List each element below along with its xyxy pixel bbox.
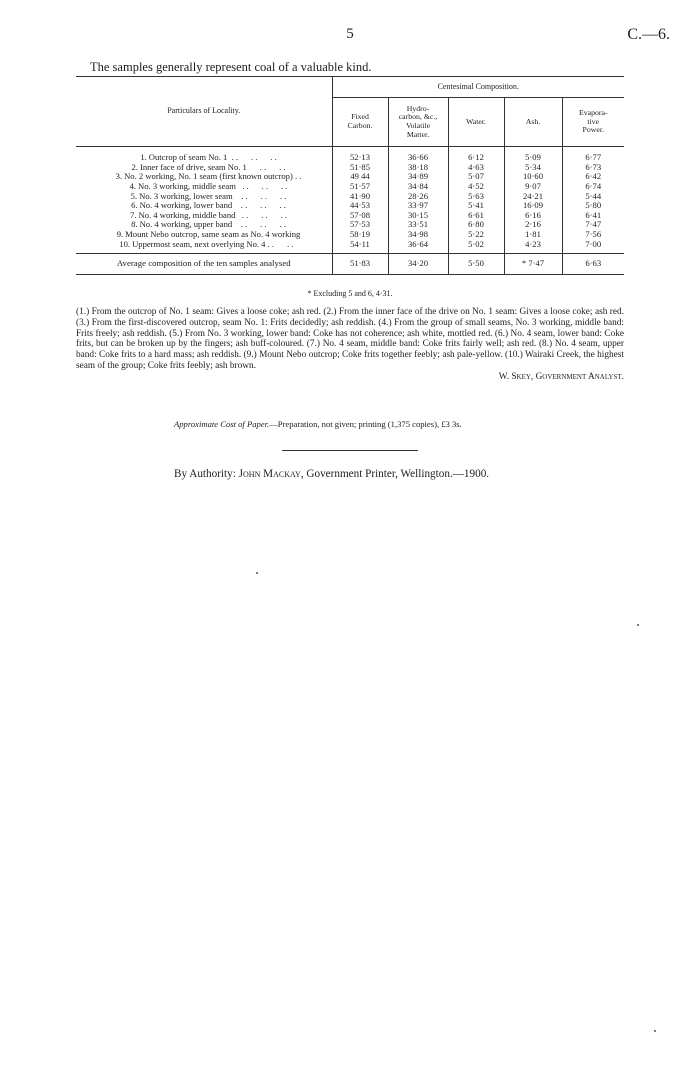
cost-of-paper bbox=[174, 419, 462, 429]
value-cell: 30·15 bbox=[388, 211, 448, 221]
row-number: 3. bbox=[115, 172, 123, 182]
value-cell: 6·77 bbox=[562, 147, 624, 163]
value-cell: 1·81 bbox=[504, 230, 562, 240]
average-value: * 7·47 bbox=[504, 254, 562, 275]
analyst-signature: W. Skey, Government Analyst. bbox=[498, 371, 624, 382]
column-header bbox=[388, 98, 448, 147]
column-header-line: carbon, &c., bbox=[398, 112, 438, 122]
value-cell: 6·42 bbox=[562, 172, 624, 182]
value-cell: 4·23 bbox=[504, 240, 562, 254]
table-row bbox=[76, 240, 624, 254]
locality-cell bbox=[76, 230, 332, 240]
column-header-line: Volatile bbox=[405, 121, 431, 130]
value-cell: 7·00 bbox=[562, 240, 624, 254]
value-cell: 36·66 bbox=[388, 147, 448, 163]
locality-cell bbox=[76, 192, 332, 202]
value-cell: 6·73 bbox=[562, 163, 624, 173]
value-cell: 34·98 bbox=[388, 230, 448, 240]
cost-label: Approximate Cost of Paper. bbox=[174, 419, 270, 429]
average-label: Average composition of the ten samples analysed bbox=[76, 254, 332, 275]
value-cell: 51·57 bbox=[332, 182, 388, 192]
intro-text: The samples generally represent coal of a valuable kind. bbox=[90, 60, 372, 74]
value-cell: 16·09 bbox=[504, 201, 562, 211]
leader-dots: . . . . . . bbox=[235, 210, 287, 220]
print-speck bbox=[637, 624, 639, 626]
column-header-line: Fixed bbox=[351, 112, 369, 122]
column-header-line: Evapora- bbox=[578, 107, 608, 117]
locality-name: Mount Nebo outcrop, same seam as No. 4 working bbox=[125, 230, 301, 239]
row-number: 6. bbox=[131, 201, 138, 211]
value-cell: 4·63 bbox=[448, 163, 504, 173]
locality-cell bbox=[76, 201, 332, 211]
row-number: 4. bbox=[129, 181, 137, 191]
locality-cell bbox=[76, 211, 332, 221]
locality-name: Uppermost seam, next overlying No. 4 . . bbox=[132, 239, 275, 249]
locality-cell bbox=[76, 163, 332, 173]
average-value: 51·83 bbox=[332, 254, 388, 275]
locality-cell bbox=[76, 147, 332, 163]
printer-imprint: By Authority: John Mackay, Government Printer, Wellington.—1900. bbox=[174, 468, 490, 480]
column-header-line: Water. bbox=[466, 116, 486, 126]
value-cell: 6·41 bbox=[562, 211, 624, 221]
value-cell: 33·97 bbox=[388, 201, 448, 211]
value-cell: 5·22 bbox=[448, 230, 504, 240]
value-cell: 5·44 bbox=[562, 192, 624, 202]
locality-name: No. 4 working, lower band bbox=[139, 201, 233, 211]
leader-dots: . . bbox=[274, 239, 294, 249]
value-cell: 10·60 bbox=[504, 172, 562, 182]
locality-name: No. 2 working, No. 1 seam (first known outcrop) bbox=[124, 172, 293, 182]
printer-name: John Mackay bbox=[238, 468, 301, 480]
column-header bbox=[504, 98, 562, 147]
locality-name: Inner face of drive, seam No. 1 bbox=[139, 162, 247, 172]
value-cell: 49 44 bbox=[332, 172, 388, 182]
locality-cell bbox=[76, 220, 332, 230]
value-cell: 36·64 bbox=[388, 240, 448, 254]
page-number: 5 bbox=[346, 26, 354, 42]
value-cell: 24·21 bbox=[504, 192, 562, 202]
locality-name: Outcrop of seam No. 1 bbox=[148, 152, 228, 162]
value-cell: 7·47 bbox=[562, 220, 624, 230]
value-cell: 34·89 bbox=[388, 172, 448, 182]
sample-notes bbox=[76, 307, 624, 382]
value-cell: 9·07 bbox=[504, 182, 562, 192]
column-header bbox=[562, 98, 624, 147]
value-cell: 41·90 bbox=[332, 192, 388, 202]
value-cell: 5·80 bbox=[562, 201, 624, 211]
locality-column-header: Particulars of Locality. bbox=[76, 77, 332, 147]
value-cell: 6·12 bbox=[448, 147, 504, 163]
value-cell: 4·52 bbox=[448, 182, 504, 192]
locality-name: No. 3 working, middle seam bbox=[138, 181, 236, 191]
value-cell: 6·61 bbox=[448, 211, 504, 221]
row-number: 7. bbox=[130, 210, 137, 220]
column-header-line: tive bbox=[587, 116, 600, 126]
value-cell: 57·53 bbox=[332, 220, 388, 230]
column-header-line: Ash. bbox=[525, 116, 541, 126]
column-header-line: Carbon. bbox=[347, 121, 373, 130]
value-cell: 6·80 bbox=[448, 220, 504, 230]
value-cell: 34·84 bbox=[388, 182, 448, 192]
cost-text: —Preparation, not given; printing (1,375 copies), £3 3s. bbox=[269, 419, 462, 429]
document-reference: C.—6. bbox=[627, 26, 670, 43]
table-row bbox=[76, 147, 624, 163]
value-cell: 44·53 bbox=[332, 201, 388, 211]
print-speck bbox=[256, 572, 258, 574]
average-value: 34·20 bbox=[388, 254, 448, 275]
row-number: 5. bbox=[130, 191, 138, 201]
value-cell: 54·11 bbox=[332, 240, 388, 254]
value-cell: 5·02 bbox=[448, 240, 504, 254]
coal-analysis-table bbox=[76, 76, 624, 275]
leader-dots: . . . . . . bbox=[232, 220, 286, 230]
value-cell: 6·74 bbox=[562, 182, 624, 192]
locality-name: No. 3 working, lower seam bbox=[139, 191, 233, 201]
value-cell: 5·34 bbox=[504, 163, 562, 173]
value-cell: 2·16 bbox=[504, 220, 562, 230]
value-cell: 28·26 bbox=[388, 192, 448, 202]
value-cell: 52·13 bbox=[332, 147, 388, 163]
value-cell: 58·19 bbox=[332, 230, 388, 240]
row-number: 8. bbox=[131, 220, 138, 230]
leader-dots: . . . . . . bbox=[232, 191, 287, 201]
column-header bbox=[332, 98, 388, 147]
table-footnote: * Excluding 5 and 6, 4·31. bbox=[307, 289, 393, 298]
value-cell: 7·56 bbox=[562, 230, 624, 240]
leader-dots: . . . . . . bbox=[227, 152, 277, 162]
value-cell: 57·08 bbox=[332, 211, 388, 221]
value-cell: 33·51 bbox=[388, 220, 448, 230]
row-number: 2. bbox=[131, 162, 138, 172]
value-cell: 51·85 bbox=[332, 163, 388, 173]
print-speck bbox=[654, 1030, 656, 1032]
table-body bbox=[76, 147, 624, 254]
average-value: 5·50 bbox=[448, 254, 504, 275]
column-header bbox=[448, 98, 504, 147]
leader-dots: . . bbox=[292, 172, 302, 182]
value-cell: 6·16 bbox=[504, 211, 562, 221]
row-number: 9. bbox=[116, 230, 124, 239]
column-header-line: Hydro- bbox=[406, 103, 430, 113]
column-header-line: Power. bbox=[582, 125, 604, 135]
locality-name: No. 4 working, middle band bbox=[138, 210, 236, 220]
leader-dots: . . . . bbox=[246, 162, 286, 172]
row-number: 1. bbox=[140, 152, 147, 162]
locality-cell bbox=[76, 172, 332, 182]
divider-rule bbox=[282, 450, 418, 451]
centesimal-composition-header: Centesimal Composition. bbox=[332, 77, 624, 98]
locality-cell bbox=[76, 240, 332, 254]
locality-name: No. 4 working, upper band bbox=[139, 220, 233, 230]
value-cell: 5·41 bbox=[448, 201, 504, 211]
value-cell: 5·63 bbox=[448, 192, 504, 202]
average-row bbox=[76, 254, 624, 275]
column-header-line: Matter. bbox=[406, 129, 430, 139]
value-cell: 5·09 bbox=[504, 147, 562, 163]
notes-body: (1.) From the outcrop of No. 1 seam: Gives a loose coke; ash red. (2.) From the inner face of the drive on No. 1 seam: Gives a loose coke; ash red. (3.) From the first-discovered outcrop, seam No. 1: Frits decidedly; ash reddish. (4.) From the group of small seams, No. 3 working, middle band: Frits freely; ash reddish. (5.) From No. 3 working, lower band: Coke has not coherence; ash white, mottled red. (6.) No. 4 seam, lower band: Coke frits, but can be broken up by the fingers; ash buff-coloured. (7.) No. 4 seam, middle band: Coke frits fairly well; ash red. (8.) No. 4 seam, upper band: Coke frits to a hard mass; ash reddish. (9.) Mount Nebo outcrop; Coke frits together feebly; ash pale-yellow. (10.) Wairaki Creek, the highest seam of the group; Coke frits feebly; ash brown. bbox=[76, 307, 624, 371]
leader-dots: . . . . . . bbox=[232, 201, 286, 211]
value-cell: 5·07 bbox=[448, 172, 504, 182]
leader-dots: . . . . . . bbox=[235, 181, 288, 191]
value-cell: 38·18 bbox=[388, 163, 448, 173]
row-number: 10. bbox=[119, 239, 131, 249]
locality-cell bbox=[76, 182, 332, 192]
average-value: 6·63 bbox=[562, 254, 624, 275]
